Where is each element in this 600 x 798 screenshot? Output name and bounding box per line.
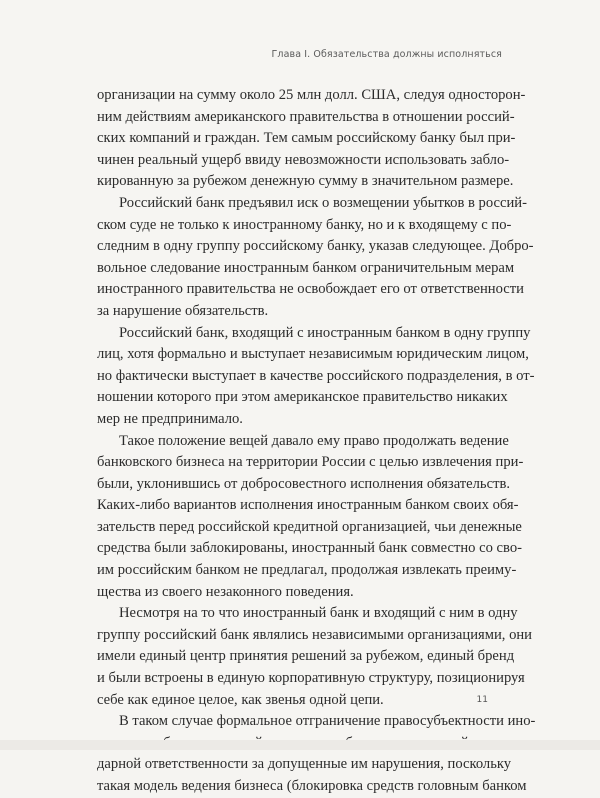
text-line: ских компаний и граждан. Тем самым российскому банку был при- bbox=[97, 130, 516, 147]
text-line: Каких-либо вариантов исполнения иностранным банком своих обя- bbox=[97, 497, 519, 514]
text-line: и были встроены в единую корпоративную структуру, позиционируя bbox=[97, 670, 525, 687]
text-line: Российский банк, входящий с иностранным банком в одну группу bbox=[119, 324, 531, 341]
text-line: им российским банком не предлагал, продолжая извлекать преиму- bbox=[97, 562, 517, 579]
text-line: лиц, хотя формально и выступает независимым юридическим лицом, bbox=[97, 346, 529, 363]
text-line: средства были заблокированы, иностранный банк совместно со сво- bbox=[97, 540, 522, 557]
paragraph bbox=[97, 431, 524, 604]
text-line: В таком случае формальное отграничение правосубъектности ино- bbox=[119, 713, 536, 730]
paragraph bbox=[97, 323, 535, 431]
text-line: имели единый центр принятия решений за рубежом, единый бренд bbox=[97, 648, 515, 665]
body-text bbox=[97, 85, 536, 798]
text-line: мер не предпринимало. bbox=[97, 410, 243, 427]
text-line: но фактически выступает в качестве российского подразделения, в от- bbox=[97, 367, 535, 384]
text-line: Несмотря на то что иностранный банк и входящий с ним в одну bbox=[119, 605, 518, 622]
text-line: иностранного правительства не освобождает его от ответственности bbox=[97, 281, 524, 298]
text-line: вольное следование иностранным банком ограничительным мерам bbox=[97, 259, 515, 276]
text-line: ним действиям американского правительства в отношении россий- bbox=[97, 108, 515, 125]
text-line: такая модель ведения бизнеса (блокировка средств головным банком bbox=[97, 778, 527, 794]
page-bottom-edge bbox=[0, 740, 600, 750]
text-line: ском суде не только к иностранному банку, но и к входящему с по- bbox=[97, 216, 512, 233]
paragraph bbox=[97, 193, 534, 323]
text-line: кированную за рубежом денежную сумму в значительном размере. bbox=[97, 173, 514, 190]
text-line: банковского бизнеса на территории России с целью извлечения при- bbox=[97, 454, 524, 471]
text-line: следним в одну группу российскому банку, указав следующее. Добро- bbox=[97, 238, 534, 255]
text-line: организации на сумму около 25 млн долл. США, следуя односторон- bbox=[97, 87, 526, 103]
text-line: за нарушение обязательств. bbox=[97, 302, 269, 319]
text-line: Такое положение вещей давало ему право продолжать ведение bbox=[119, 432, 509, 449]
text-line: были, уклонившись от добросовестного исполнения обязательств. bbox=[97, 475, 510, 492]
paragraph bbox=[97, 711, 536, 797]
text-line: себе как единое целое, как звенья одной цепи. bbox=[97, 691, 384, 708]
text-line: Российский банк предъявил иск о возмещении убытков в россий- bbox=[119, 194, 527, 211]
text-line: группу российский банк являлись независимыми организациями, они bbox=[97, 626, 532, 643]
text-line: щества из своего незаконного поведения. bbox=[97, 583, 354, 600]
text-line: дарной ответственности за допущенные им нарушения, поскольку bbox=[97, 756, 512, 773]
text-line: зательств перед российской кредитной организацией, чьи денежные bbox=[97, 518, 522, 535]
text-line: ношении которого при этом американское правительство никаких bbox=[97, 389, 508, 406]
running-head: Глава I. Обязательства должны исполняться bbox=[271, 49, 502, 60]
paragraph bbox=[97, 603, 532, 711]
paragraph bbox=[97, 85, 526, 193]
text-line: чинен реальный ущерб ввиду невозможности использовать забло- bbox=[97, 151, 510, 168]
page-number: 11 bbox=[476, 695, 488, 705]
